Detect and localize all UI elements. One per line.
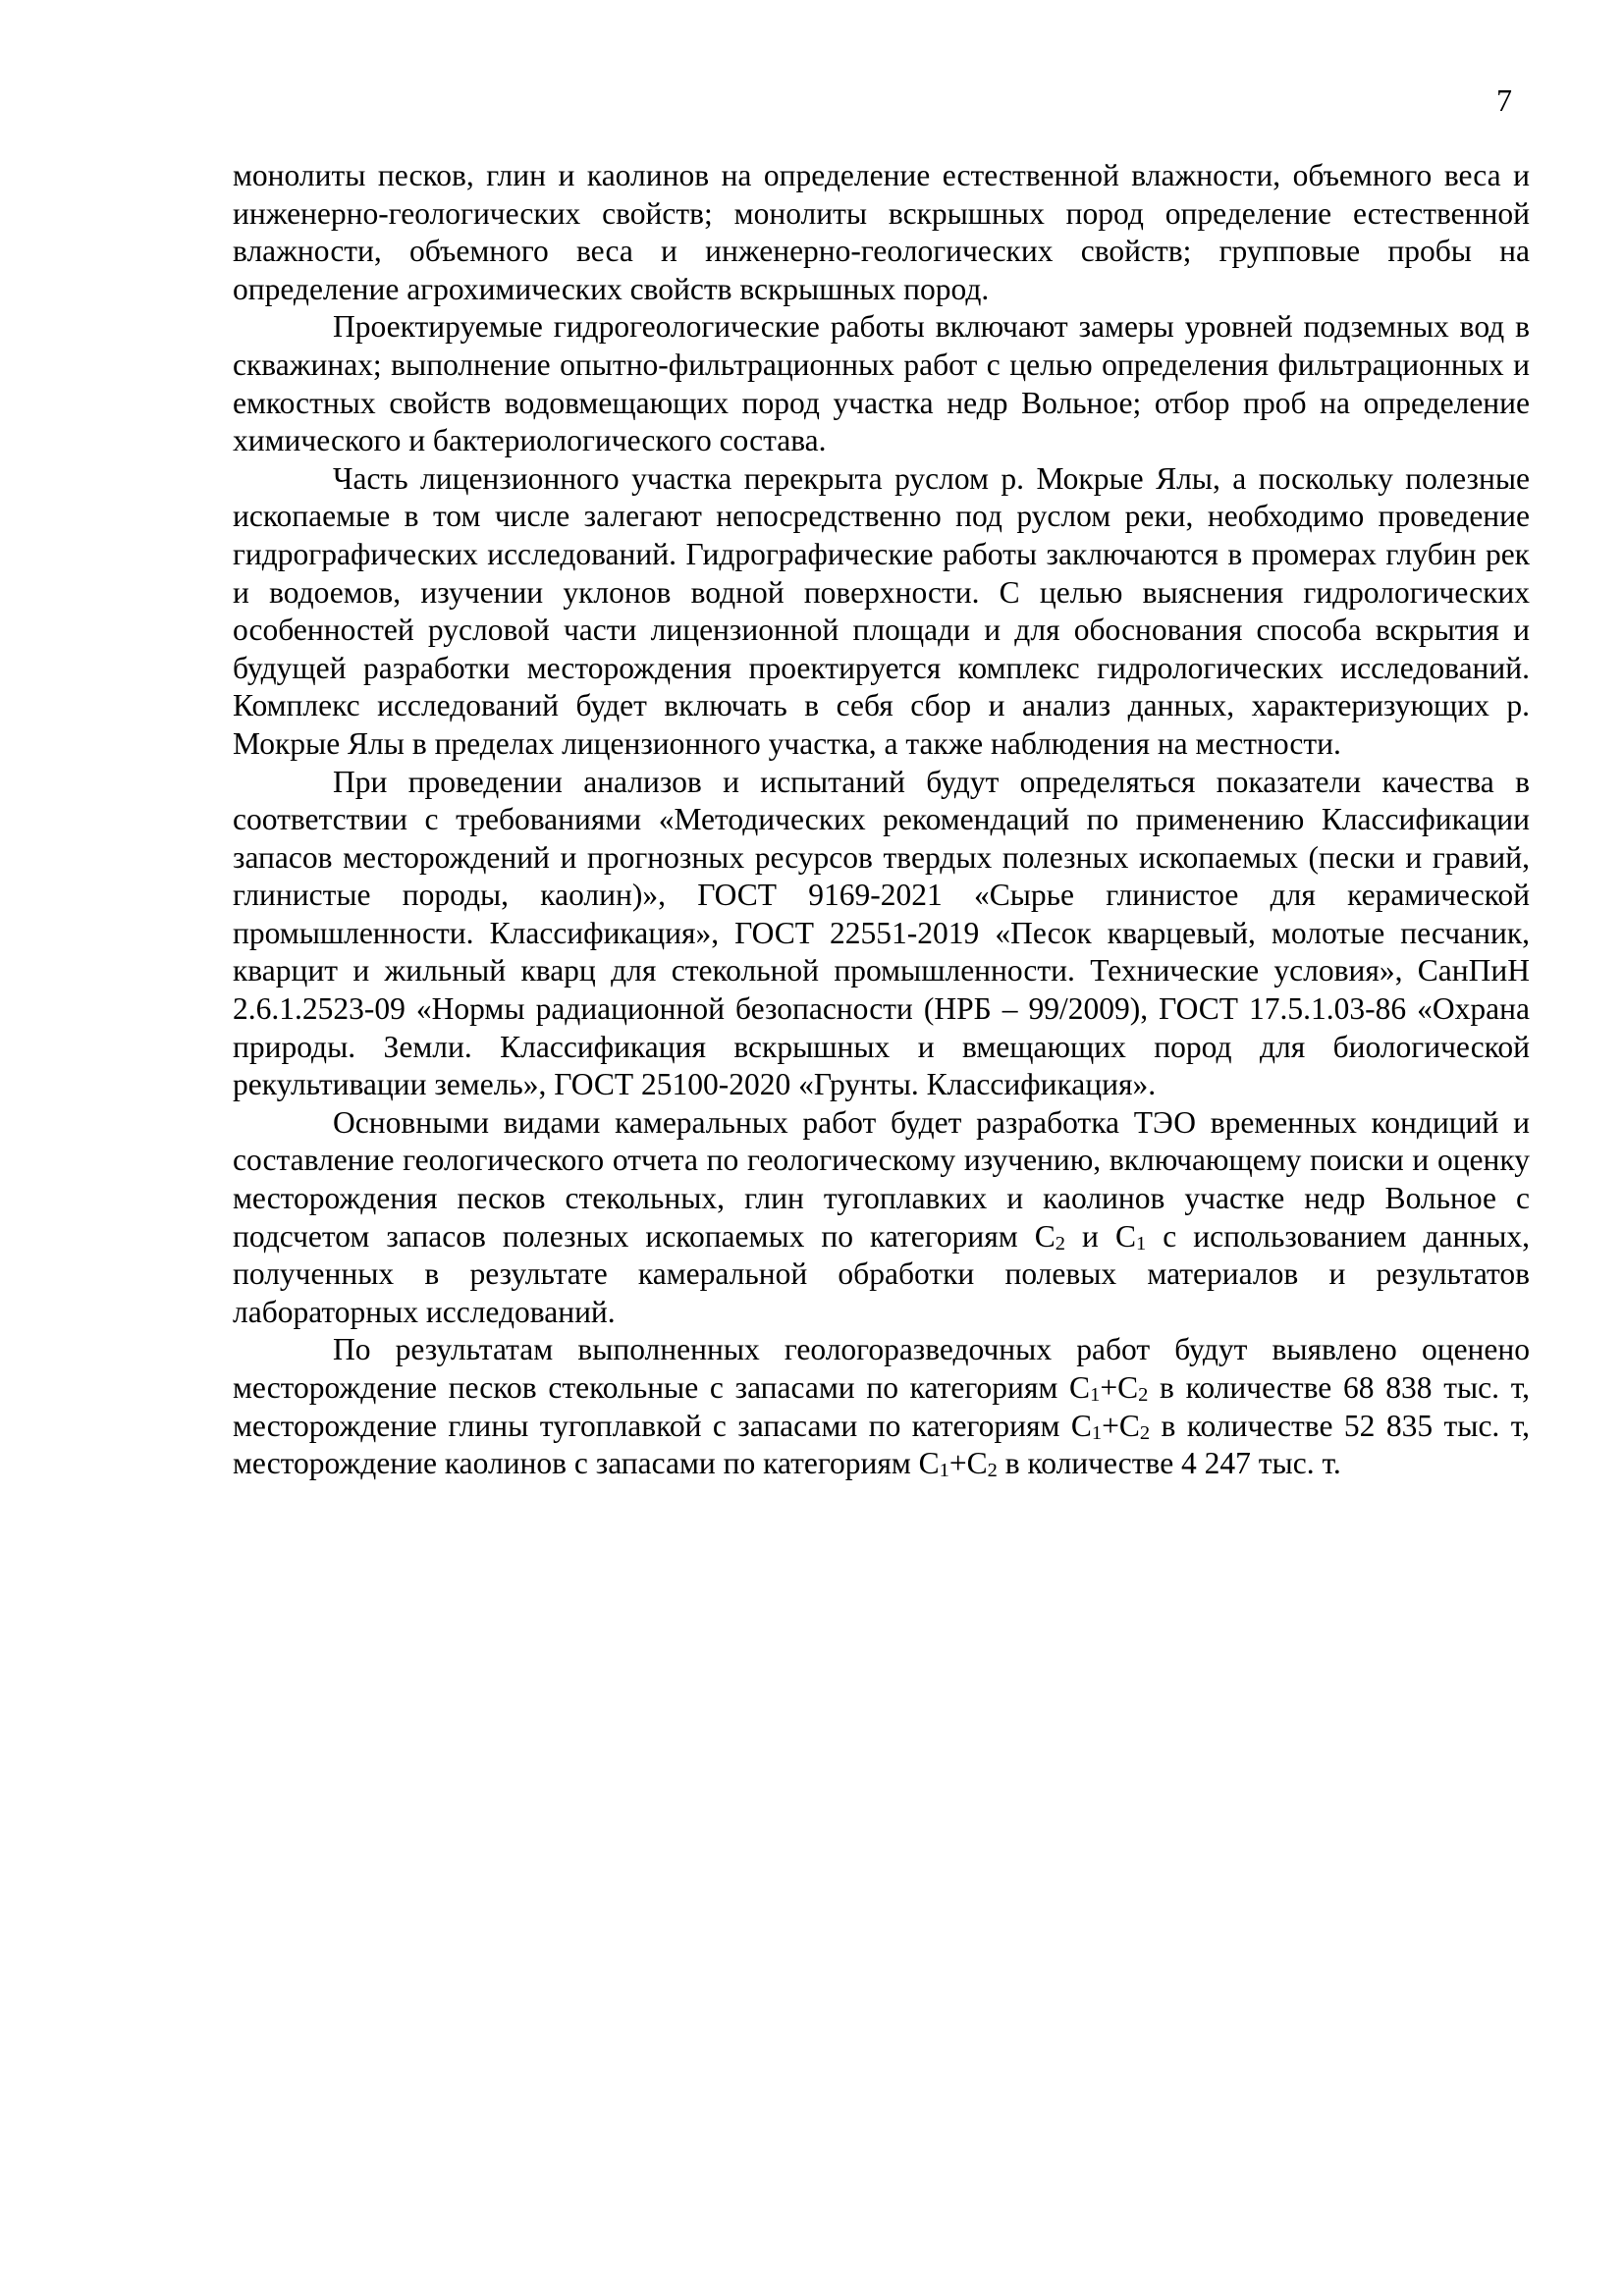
category-subscript: 2 <box>987 1460 998 1482</box>
paragraph-desk-works <box>233 1104 1530 1332</box>
text-run: +С <box>1100 1370 1139 1405</box>
paragraph-hydrogeological-works: Проектируемые гидрогеологические работы включают замеры уровней подземных вод в скважинах; выполнение опытно-фильтрационных работ с целью определения фильтрационных и емкостных свойств водовмещающих пород участка недр Вольное; отбор проб на определение химического и бактериологического состава. <box>233 309 1530 458</box>
category-subscript: 1 <box>1135 1232 1147 1255</box>
body-text <box>233 157 1530 1483</box>
category-subscript: 2 <box>1138 1384 1149 1407</box>
text-run: в количестве 52 835 тыс. т, месторождение каолинов с запасами по категориям С <box>233 1408 1530 1481</box>
category-subscript: 2 <box>1055 1232 1065 1255</box>
text-run: с использованием данных, полученных в результате камеральной обработки полевых материалов и результатов лабораторных исследований. <box>233 1218 1530 1329</box>
paragraph-hydrographic-studies: Часть лицензионного участка перекрыта руслом р. Мокрые Ялы, а поскольку полезные ископаемые в том числе залегают непосредственно под руслом реки, необходимо проведение гидрографических исследований. Гидрографические работы заключаются в промерах глубин рек и водоемов, изучении уклонов водной поверхности. С целью выяснения гидрологических особенностей русловой части лицензионной площади и для обоснования способа вскрытия и будущей разработки месторождения проектируется комплекс гидрологических исследований. Комплекс исследований будет включать в себя сбор и анализ данных, характеризующих р. Мокрые Ялы в пределах лицензионного участка, а также наблюдения на местности. <box>233 460 1530 761</box>
category-subscript: 1 <box>1091 1421 1103 1444</box>
category-subscript: 2 <box>1139 1421 1151 1444</box>
text-run: в количестве 68 838 тыс. т, месторождение глины тугоплавкой с запасами по категориям С <box>233 1370 1530 1443</box>
text-run: в количестве 4 247 тыс. т. <box>997 1446 1341 1481</box>
page-number: 7 <box>1496 82 1512 118</box>
text-run: +С <box>1102 1408 1140 1443</box>
text-run: и С <box>1065 1218 1136 1254</box>
text-run: По результатам выполненных геологоразведочных работ будут выявлено оценено месторождение песков стекольные с запасами по категориям С <box>233 1332 1530 1405</box>
paragraph-quality-standards: При проведении анализов и испытаний будут определяться показатели качества в соответствии с требованиями «Методических рекомендаций по применению Классификации запасов месторождений и прогнозных ресурсов твердых полезных ископаемых (пески и гравий, глинистые породы, каолин)», ГОСТ 9169-2021 «Сырье глинистое для керамической промышленности. Классификация», ГОСТ 22551-2019 «Песок кварцевый, молотые песчаник, кварцит и жильный кварц для стекольной промышленности. Технические условия», СанПиН 2.6.1.2523-09 «Нормы радиационной безопасности (НРБ – 99/2009), ГОСТ 17.5.1.03-86 «Охрана природы. Земли. Классификация вскрышных и вмещающих пород для биологической рекультивации земель», ГОСТ 25100-2020 «Грунты. Классификация». <box>233 764 1530 1102</box>
category-subscript: 1 <box>939 1460 949 1482</box>
text-run: +С <box>948 1446 988 1481</box>
text-run: Основными видами камеральных работ будет разработка ТЭО временных кондиций и составление геологического отчета по геологическому изучению, включающему поиски и оценку месторождения песков стекольных, глин тугоплавких и каолинов участке недр Вольное с подсчетом запасов полезных ископаемых по категориям С <box>233 1104 1530 1254</box>
paragraph-lab-samples: монолиты песков, глин и каолинов на определение естественной влажности, объемного веса и инженерно-геологических свойств; монолиты вскрышных пород определение естественной влажности, объемного веса и инженерно-геологических свойств; групповые пробы на определение агрохимических свойств вскрышных пород. <box>233 158 1530 306</box>
category-subscript: 1 <box>1090 1384 1101 1407</box>
paragraph-expected-results <box>233 1331 1530 1482</box>
